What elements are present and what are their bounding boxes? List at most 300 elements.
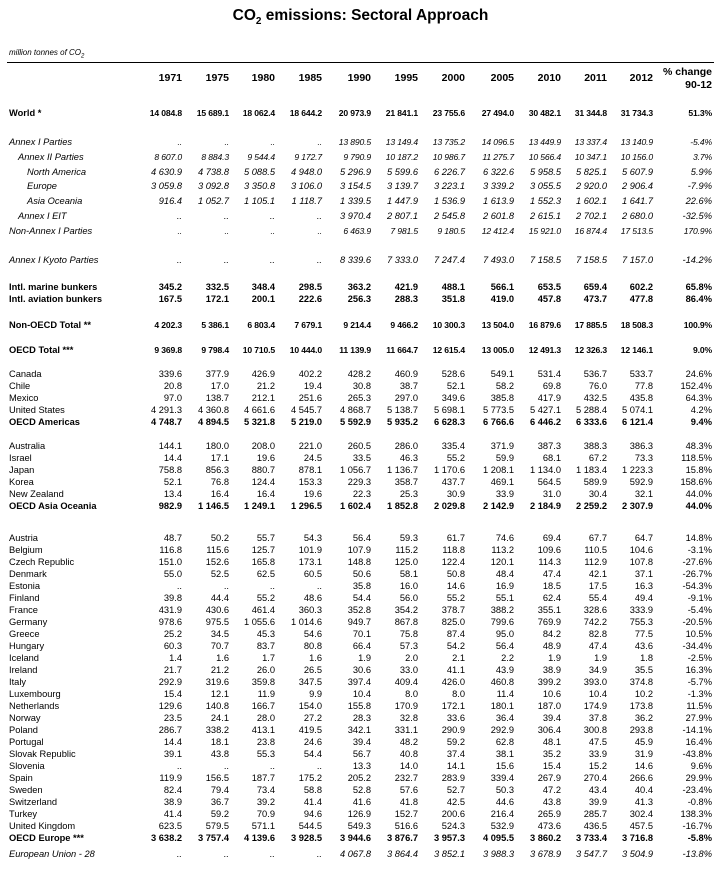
value-cell: 10 710.5 bbox=[242, 345, 275, 355]
column-header-year: 2011 bbox=[584, 72, 607, 84]
row-label: OECD Americas bbox=[9, 417, 80, 427]
value-cell: 167.5 bbox=[158, 294, 182, 304]
row-label: Norway bbox=[9, 713, 41, 723]
value-cell: 251.6 bbox=[298, 393, 322, 403]
value-cell: 331.1 bbox=[394, 725, 418, 735]
value-cell: 2 920.0 bbox=[575, 181, 607, 191]
value-cell: 47.4 bbox=[542, 569, 561, 579]
value-cell: 13 735.2 bbox=[432, 137, 465, 147]
value-cell: 3 944.6 bbox=[339, 833, 371, 843]
value-cell: 21.7 bbox=[163, 665, 182, 675]
table-row bbox=[0, 796, 721, 808]
value-cell: 402.2 bbox=[298, 369, 322, 379]
value-cell: 549.1 bbox=[490, 369, 514, 379]
change-cell: 118.5% bbox=[681, 453, 712, 463]
value-cell: 13 149.4 bbox=[385, 137, 418, 147]
value-cell: 54.2 bbox=[446, 641, 465, 651]
value-cell: 44.6 bbox=[495, 797, 514, 807]
change-cell: 44.0% bbox=[685, 489, 712, 499]
value-cell: 17.1 bbox=[210, 453, 229, 463]
value-cell: 26.0 bbox=[256, 665, 275, 675]
value-cell: 41.8 bbox=[399, 797, 418, 807]
value-cell: 758.8 bbox=[158, 465, 182, 475]
value-cell: 10.4 bbox=[352, 689, 371, 699]
value-cell: 286.0 bbox=[394, 441, 418, 451]
change-cell: -5.4% bbox=[690, 137, 712, 147]
value-cell: 43.8 bbox=[542, 797, 561, 807]
value-cell: 388.3 bbox=[583, 441, 607, 451]
value-cell: 2 307.9 bbox=[621, 501, 653, 511]
value-cell: 25.2 bbox=[163, 629, 182, 639]
table-row bbox=[0, 225, 721, 237]
change-cell: 9.4% bbox=[690, 417, 712, 427]
value-cell: 38.9 bbox=[542, 665, 561, 675]
value-cell: 345.2 bbox=[158, 282, 182, 292]
table-row bbox=[0, 688, 721, 700]
value-cell: 129.6 bbox=[158, 701, 182, 711]
value-cell: 388.2 bbox=[490, 605, 514, 615]
change-cell: 15.8% bbox=[685, 465, 712, 475]
value-cell: 16.9 bbox=[495, 581, 514, 591]
value-cell: .. bbox=[177, 137, 182, 147]
table-row bbox=[0, 784, 721, 796]
value-cell: 385.8 bbox=[490, 393, 514, 403]
value-cell: 2.1 bbox=[452, 653, 465, 663]
value-cell: 978.6 bbox=[158, 617, 182, 627]
table-row bbox=[0, 760, 721, 772]
value-cell: 14.0 bbox=[399, 761, 418, 771]
value-cell: 769.9 bbox=[537, 617, 561, 627]
value-cell: 54.4 bbox=[303, 749, 322, 759]
row-label: Annex I EIT bbox=[18, 211, 67, 221]
value-cell: 30.9 bbox=[446, 489, 465, 499]
row-label: Annex I Parties bbox=[9, 137, 73, 147]
row-label: Ireland bbox=[9, 665, 38, 675]
row-label: Italy bbox=[9, 677, 27, 687]
row-label: Spain bbox=[9, 773, 33, 783]
value-cell: 95.0 bbox=[495, 629, 514, 639]
value-cell: 473.6 bbox=[537, 821, 561, 831]
value-cell: 5 427.1 bbox=[529, 405, 561, 415]
value-cell: 82.4 bbox=[163, 785, 182, 795]
row-label: New Zealand bbox=[9, 489, 64, 499]
value-cell: 5 386.1 bbox=[201, 320, 229, 330]
value-cell: 1 134.0 bbox=[529, 465, 561, 475]
value-cell: 3 504.9 bbox=[621, 849, 653, 859]
value-cell: 293.8 bbox=[629, 725, 653, 735]
value-cell: .. bbox=[270, 137, 275, 147]
value-cell: 10 300.3 bbox=[432, 320, 465, 330]
value-cell: 371.9 bbox=[490, 441, 514, 451]
value-cell: 7 157.0 bbox=[621, 255, 653, 265]
column-header-year: 2005 bbox=[490, 72, 514, 84]
column-header-year: 1995 bbox=[394, 72, 418, 84]
value-cell: 43.4 bbox=[588, 785, 607, 795]
value-cell: 76.0 bbox=[588, 381, 607, 391]
change-cell: -2.5% bbox=[687, 653, 712, 663]
value-cell: 14.6 bbox=[634, 761, 653, 771]
value-cell: 339.4 bbox=[490, 773, 514, 783]
row-label: Japan bbox=[9, 465, 35, 475]
row-label: North America bbox=[27, 167, 87, 177]
value-cell: 166.7 bbox=[251, 701, 275, 711]
value-cell: 10 347.1 bbox=[574, 152, 607, 162]
value-cell: 4 948.0 bbox=[290, 167, 322, 177]
value-cell: 436.5 bbox=[583, 821, 607, 831]
row-label: Australia bbox=[9, 441, 46, 451]
value-cell: 14.1 bbox=[446, 761, 465, 771]
value-cell: 45.9 bbox=[634, 737, 653, 747]
value-cell: 36.4 bbox=[495, 713, 514, 723]
value-cell: 13.4 bbox=[163, 489, 182, 499]
column-header-year: 1985 bbox=[298, 72, 322, 84]
table-row bbox=[0, 416, 721, 428]
table-row bbox=[0, 712, 721, 724]
value-cell: 67.7 bbox=[588, 533, 607, 543]
table-row bbox=[0, 452, 721, 464]
table-row bbox=[0, 392, 721, 404]
change-cell: 10.5% bbox=[685, 629, 712, 639]
value-cell: 799.6 bbox=[490, 617, 514, 627]
value-cell: 56.7 bbox=[352, 749, 371, 759]
value-cell: 77.8 bbox=[634, 381, 653, 391]
table-row bbox=[0, 464, 721, 476]
column-header-year: 1990 bbox=[347, 72, 371, 84]
table-row bbox=[0, 404, 721, 416]
change-cell: -14.1% bbox=[682, 725, 712, 735]
table-row bbox=[0, 700, 721, 712]
value-cell: 3 864.4 bbox=[386, 849, 418, 859]
row-label: Slovenia bbox=[9, 761, 45, 771]
value-cell: 21.2 bbox=[256, 381, 275, 391]
value-cell: 69.4 bbox=[542, 533, 561, 543]
value-cell: 1 105.1 bbox=[243, 196, 275, 206]
value-cell: 5 296.9 bbox=[339, 167, 371, 177]
table-row bbox=[0, 319, 721, 331]
value-cell: 4 545.7 bbox=[290, 405, 322, 415]
value-cell: 52.5 bbox=[210, 569, 229, 579]
value-cell: 421.9 bbox=[394, 282, 418, 292]
value-cell: 58.2 bbox=[495, 381, 514, 391]
value-cell: 36.7 bbox=[210, 797, 229, 807]
value-cell: 355.1 bbox=[537, 605, 561, 615]
value-cell: 338.2 bbox=[205, 725, 229, 735]
value-cell: 5 288.4 bbox=[575, 405, 607, 415]
value-cell: 52.8 bbox=[352, 785, 371, 795]
change-cell: 86.4% bbox=[685, 294, 712, 304]
value-cell: .. bbox=[224, 137, 229, 147]
table-row bbox=[0, 440, 721, 452]
change-cell: -1.3% bbox=[687, 689, 712, 699]
value-cell: .. bbox=[316, 761, 322, 771]
value-cell: .. bbox=[269, 849, 275, 859]
table-row bbox=[0, 107, 721, 119]
value-cell: 432.5 bbox=[583, 393, 607, 403]
value-cell: 38.7 bbox=[399, 381, 418, 391]
value-cell: 94.6 bbox=[303, 809, 322, 819]
row-label: Switzerland bbox=[9, 797, 58, 807]
value-cell: .. bbox=[177, 226, 182, 236]
value-cell: 3 957.3 bbox=[433, 833, 465, 843]
value-cell: 5 773.5 bbox=[482, 405, 514, 415]
value-cell: 68.1 bbox=[542, 453, 561, 463]
row-label: Germany bbox=[9, 617, 48, 627]
row-label: Belgium bbox=[9, 545, 43, 555]
value-cell: 16 879.6 bbox=[528, 320, 561, 330]
value-cell: 3 092.8 bbox=[197, 181, 229, 191]
value-cell: 12 412.4 bbox=[481, 226, 514, 236]
value-cell: 4 748.7 bbox=[150, 417, 182, 427]
value-cell: 589.9 bbox=[583, 477, 607, 487]
value-cell: 125.7 bbox=[251, 545, 275, 555]
value-cell: 42.1 bbox=[588, 569, 607, 579]
row-label: European Union - 28 bbox=[9, 849, 95, 859]
value-cell: 349.6 bbox=[441, 393, 465, 403]
table-row bbox=[0, 281, 721, 293]
value-cell: 44.4 bbox=[210, 593, 229, 603]
row-label: Turkey bbox=[9, 809, 38, 819]
change-cell: 5.9% bbox=[690, 167, 712, 177]
value-cell: 55.3 bbox=[256, 749, 275, 759]
value-cell: 3 852.1 bbox=[433, 849, 465, 859]
value-cell: 9 544.4 bbox=[247, 152, 275, 162]
value-cell: 54.3 bbox=[303, 533, 322, 543]
row-label: OECD Total *** bbox=[9, 345, 74, 355]
value-cell: 22.3 bbox=[352, 489, 371, 499]
value-cell: 48.9 bbox=[542, 641, 561, 651]
value-cell: 409.4 bbox=[394, 677, 418, 687]
value-cell: 152.6 bbox=[205, 557, 229, 567]
value-cell: .. bbox=[176, 761, 182, 771]
value-cell: 4 738.8 bbox=[197, 167, 229, 177]
value-cell: 7 158.5 bbox=[575, 255, 607, 265]
value-cell: 397.4 bbox=[347, 677, 371, 687]
value-cell: 524.3 bbox=[441, 821, 465, 831]
value-cell: 27 494.0 bbox=[481, 108, 514, 118]
value-cell: 460.8 bbox=[490, 677, 514, 687]
value-cell: 11 275.7 bbox=[482, 152, 514, 162]
value-cell: 49.4 bbox=[634, 593, 653, 603]
value-cell: 283.9 bbox=[441, 773, 465, 783]
change-cell: -27.6% bbox=[682, 557, 712, 567]
change-cell: -26.7% bbox=[682, 569, 712, 579]
value-cell: 156.5 bbox=[205, 773, 229, 783]
row-label: Austria bbox=[9, 533, 38, 543]
value-cell: 13 337.4 bbox=[574, 137, 607, 147]
value-cell: 124.4 bbox=[251, 477, 275, 487]
row-label: Finland bbox=[9, 593, 40, 603]
value-cell: .. bbox=[176, 849, 182, 859]
value-cell: 1 536.9 bbox=[433, 196, 465, 206]
value-cell: 62.5 bbox=[256, 569, 275, 579]
value-cell: 173.8 bbox=[629, 701, 653, 711]
row-label: Greece bbox=[9, 629, 40, 639]
value-cell: 40.4 bbox=[634, 785, 653, 795]
value-cell: 742.2 bbox=[583, 617, 607, 627]
table-row bbox=[0, 848, 721, 860]
value-cell: 23 755.6 bbox=[432, 108, 465, 118]
value-cell: 825.0 bbox=[441, 617, 465, 627]
value-cell: 17.0 bbox=[210, 381, 229, 391]
change-cell: 138.3% bbox=[680, 809, 712, 819]
value-cell: 70.7 bbox=[210, 641, 229, 651]
change-cell: -14.2% bbox=[682, 255, 712, 265]
value-cell: 33.5 bbox=[352, 453, 371, 463]
value-cell: 30.6 bbox=[352, 665, 371, 675]
value-cell: 165.8 bbox=[251, 557, 275, 567]
value-cell: 393.0 bbox=[583, 677, 607, 687]
change-cell: -34.4% bbox=[682, 641, 712, 651]
value-cell: 1 641.7 bbox=[621, 196, 653, 206]
value-cell: .. bbox=[269, 761, 275, 771]
change-cell: -0.8% bbox=[687, 797, 712, 807]
value-cell: 155.8 bbox=[347, 701, 371, 711]
value-cell: 35.5 bbox=[634, 665, 653, 675]
value-cell: 18 062.4 bbox=[242, 108, 275, 118]
value-cell: 74.6 bbox=[495, 533, 514, 543]
value-cell: 50.2 bbox=[210, 533, 229, 543]
value-cell: 430.6 bbox=[205, 605, 229, 615]
value-cell: 52.7 bbox=[446, 785, 465, 795]
value-cell: 298.5 bbox=[298, 282, 322, 292]
row-label: Portugal bbox=[9, 737, 44, 747]
table-row bbox=[0, 724, 721, 736]
row-label: Asia Oceania bbox=[27, 196, 83, 206]
value-cell: 477.8 bbox=[629, 294, 653, 304]
value-cell: 60.5 bbox=[303, 569, 322, 579]
value-cell: 3 139.7 bbox=[386, 181, 418, 191]
change-cell: 152.4% bbox=[680, 381, 712, 391]
value-cell: 426.9 bbox=[251, 369, 275, 379]
value-cell: 3 154.5 bbox=[339, 181, 371, 191]
change-cell: -5.4% bbox=[687, 605, 712, 615]
value-cell: 57.3 bbox=[399, 641, 418, 651]
value-cell: 208.0 bbox=[251, 441, 275, 451]
value-cell: 461.4 bbox=[251, 605, 275, 615]
value-cell: 571.1 bbox=[251, 821, 275, 831]
value-cell: 1.9 bbox=[358, 653, 371, 663]
change-cell: -32.5% bbox=[682, 211, 712, 221]
table-row bbox=[0, 166, 721, 178]
value-cell: 41.3 bbox=[634, 797, 653, 807]
value-cell: 260.5 bbox=[347, 441, 371, 451]
value-cell: 386.3 bbox=[629, 441, 653, 451]
value-cell: 6 226.7 bbox=[433, 167, 465, 177]
value-cell: 19.4 bbox=[303, 381, 322, 391]
value-cell: 32.8 bbox=[399, 713, 418, 723]
value-cell: 46.3 bbox=[399, 453, 418, 463]
table-row bbox=[0, 254, 721, 266]
value-cell: 3 339.2 bbox=[482, 181, 514, 191]
table-row bbox=[0, 500, 721, 512]
value-cell: 12 615.4 bbox=[432, 345, 465, 355]
value-cell: 15 921.0 bbox=[528, 226, 561, 236]
value-cell: 33.0 bbox=[399, 665, 418, 675]
value-cell: 37.1 bbox=[634, 569, 653, 579]
column-header-year: 2012 bbox=[629, 72, 653, 84]
value-cell: 2 029.8 bbox=[433, 501, 465, 511]
change-cell: 100.9% bbox=[683, 320, 712, 330]
value-cell: 4 868.7 bbox=[339, 405, 371, 415]
value-cell: 14.4 bbox=[163, 737, 182, 747]
row-label: Annex I Kyoto Parties bbox=[9, 255, 99, 265]
value-cell: 3 928.5 bbox=[290, 833, 322, 843]
value-cell: 55.2 bbox=[446, 593, 465, 603]
value-cell: 566.1 bbox=[490, 282, 514, 292]
value-cell: 339.6 bbox=[158, 369, 182, 379]
value-cell: 564.5 bbox=[537, 477, 561, 487]
value-cell: 37.8 bbox=[588, 713, 607, 723]
table-row bbox=[0, 544, 721, 556]
value-cell: 48.1 bbox=[542, 737, 561, 747]
table-row bbox=[0, 676, 721, 688]
value-cell: 1 852.8 bbox=[386, 501, 418, 511]
value-cell: 4 291.3 bbox=[150, 405, 182, 415]
value-cell: 878.1 bbox=[298, 465, 322, 475]
value-cell: 1 447.9 bbox=[386, 196, 418, 206]
row-label: Korea bbox=[9, 477, 34, 487]
value-cell: 3 106.0 bbox=[290, 181, 322, 191]
value-cell: 292.9 bbox=[490, 725, 514, 735]
row-label: Poland bbox=[9, 725, 38, 735]
value-cell: 7 679.1 bbox=[294, 320, 322, 330]
value-cell: 50.8 bbox=[446, 569, 465, 579]
value-cell: 55.0 bbox=[163, 569, 182, 579]
value-cell: 119.9 bbox=[159, 773, 182, 783]
value-cell: 2 142.9 bbox=[482, 501, 514, 511]
value-cell: 488.1 bbox=[441, 282, 465, 292]
value-cell: 48.2 bbox=[399, 737, 418, 747]
value-cell: 73.3 bbox=[634, 453, 653, 463]
value-cell: 116.8 bbox=[159, 545, 182, 555]
value-cell: 3 547.7 bbox=[575, 849, 607, 859]
value-cell: 1 602.4 bbox=[339, 501, 371, 511]
value-cell: 300.8 bbox=[583, 725, 607, 735]
value-cell: 222.6 bbox=[298, 294, 322, 304]
value-cell: 3 860.2 bbox=[529, 833, 561, 843]
row-label: Canada bbox=[9, 369, 42, 379]
value-cell: 13 449.9 bbox=[528, 137, 561, 147]
value-cell: 66.4 bbox=[352, 641, 371, 651]
value-cell: 43.6 bbox=[634, 641, 653, 651]
value-cell: 97.0 bbox=[163, 393, 182, 403]
value-cell: 56.4 bbox=[352, 533, 371, 543]
value-cell: .. bbox=[176, 581, 182, 591]
change-cell: -16.7% bbox=[682, 821, 712, 831]
value-cell: 1 223.3 bbox=[621, 465, 653, 475]
table-row bbox=[0, 748, 721, 760]
value-cell: 58.8 bbox=[303, 785, 322, 795]
value-cell: 16.3 bbox=[634, 581, 653, 591]
value-cell: .. bbox=[316, 255, 322, 265]
change-cell: 3.7% bbox=[693, 152, 712, 162]
value-cell: 148.8 bbox=[347, 557, 371, 567]
table-row bbox=[0, 592, 721, 604]
value-cell: 109.6 bbox=[537, 545, 561, 555]
value-cell: .. bbox=[223, 761, 229, 771]
row-label: France bbox=[9, 605, 38, 615]
title-text-rest: emissions: Sectoral Approach bbox=[261, 7, 489, 24]
value-cell: 61.7 bbox=[446, 533, 465, 543]
value-cell: 59.3 bbox=[399, 533, 418, 543]
value-cell: 14.6 bbox=[446, 581, 465, 591]
value-cell: 39.4 bbox=[352, 737, 371, 747]
value-cell: 2 906.4 bbox=[621, 181, 653, 191]
table-row bbox=[0, 604, 721, 616]
change-cell: 44.0% bbox=[685, 501, 712, 511]
value-cell: .. bbox=[270, 226, 275, 236]
value-cell: 5 219.0 bbox=[290, 417, 322, 427]
